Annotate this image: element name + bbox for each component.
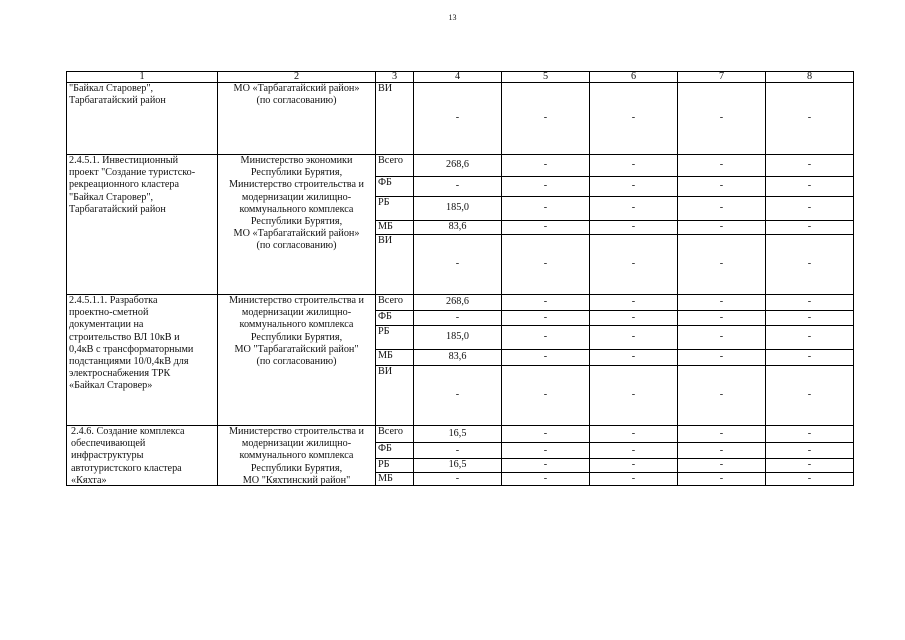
funding-source: ФБ bbox=[376, 177, 414, 197]
funding-value: - bbox=[502, 235, 590, 295]
funding-value: - bbox=[502, 295, 590, 311]
col-header: 7 bbox=[678, 72, 766, 83]
funding-source: Всего bbox=[376, 295, 414, 311]
header-row bbox=[67, 72, 854, 83]
funding-value: - bbox=[678, 443, 766, 459]
funding-value: - bbox=[590, 326, 678, 350]
funding-value: 185,0 bbox=[414, 197, 502, 221]
funding-value: - bbox=[502, 472, 590, 485]
responsible-executor bbox=[218, 426, 376, 486]
funding-value: - bbox=[766, 366, 854, 426]
col-header: 6 bbox=[590, 72, 678, 83]
funding-value: - bbox=[766, 177, 854, 197]
funding-value: - bbox=[678, 83, 766, 155]
funding-value: - bbox=[502, 459, 590, 472]
funding-value: 83,6 bbox=[414, 350, 502, 366]
funding-value: - bbox=[590, 83, 678, 155]
activity-description bbox=[67, 426, 218, 486]
col-header: 3 bbox=[376, 72, 414, 83]
funding-source: ВИ bbox=[376, 235, 414, 295]
responsible-executor: Министерство строительства и модернизации жилищно- коммунального комплекса Республики Бурятия, МО "Тарбагатайский район" (по согласованию) bbox=[218, 295, 376, 426]
funding-value: - bbox=[414, 83, 502, 155]
funding-value: 185,0 bbox=[414, 326, 502, 350]
funding-source: РБ bbox=[376, 197, 414, 221]
funding-value: - bbox=[502, 221, 590, 235]
funding-value: - bbox=[414, 177, 502, 197]
funding-source: Всего bbox=[376, 426, 414, 443]
funding-value: - bbox=[590, 197, 678, 221]
col-header: 8 bbox=[766, 72, 854, 83]
funding-value: 16,5 bbox=[414, 459, 502, 472]
funding-source: ВИ bbox=[376, 366, 414, 426]
funding-value: - bbox=[590, 459, 678, 472]
table-row bbox=[67, 83, 854, 155]
funding-value: - bbox=[678, 155, 766, 177]
funding-value: - bbox=[766, 326, 854, 350]
funding-table bbox=[66, 71, 854, 486]
funding-value: 268,6 bbox=[414, 295, 502, 311]
funding-value: - bbox=[590, 177, 678, 197]
funding-value: 268,6 bbox=[414, 155, 502, 177]
page-number: 13 bbox=[448, 13, 457, 22]
funding-source: РБ bbox=[376, 459, 414, 472]
funding-value: - bbox=[590, 426, 678, 443]
funding-value: - bbox=[502, 326, 590, 350]
funding-value: - bbox=[678, 426, 766, 443]
funding-value: - bbox=[502, 443, 590, 459]
funding-value: - bbox=[678, 221, 766, 235]
funding-value: - bbox=[502, 426, 590, 443]
funding-value: - bbox=[766, 295, 854, 311]
funding-source: РБ bbox=[376, 326, 414, 350]
funding-value: - bbox=[678, 197, 766, 221]
col-header: 1 bbox=[67, 72, 218, 83]
funding-source: ВИ bbox=[376, 83, 414, 155]
funding-value: - bbox=[502, 83, 590, 155]
funding-value: - bbox=[678, 459, 766, 472]
responsible-executor-text: Министерство строительства и модернизации жилищно- коммунального комплекса Республики Бурятия, МО "Кяхтинский район" bbox=[229, 426, 364, 485]
funding-value: - bbox=[590, 221, 678, 235]
funding-source: МБ bbox=[376, 350, 414, 366]
funding-value: - bbox=[590, 235, 678, 295]
funding-value: - bbox=[502, 197, 590, 221]
funding-value: - bbox=[590, 311, 678, 326]
responsible-executor: МО «Тарбагатайский район» (по согласованию) bbox=[218, 83, 376, 155]
funding-source: МБ bbox=[376, 221, 414, 235]
funding-value: - bbox=[766, 443, 854, 459]
funding-value: - bbox=[502, 366, 590, 426]
activity-description-text: 2.4.6. Создание комплекса обеспечивающей инфраструктуры автотуристского кластера «Кяхта» bbox=[71, 426, 185, 485]
funding-source: ФБ bbox=[376, 311, 414, 326]
funding-value: - bbox=[766, 197, 854, 221]
funding-value: - bbox=[678, 295, 766, 311]
funding-value: - bbox=[766, 350, 854, 366]
funding-value: - bbox=[590, 443, 678, 459]
funding-value: - bbox=[766, 459, 854, 472]
funding-value: - bbox=[678, 235, 766, 295]
activity-description: 2.4.5.1.1. Разработка проектно-сметной документации на строительство ВЛ 10кВ и 0,4кВ с трансформаторными подстанциями 10/0,4кВ для электроснабжения ТРК «Байкал Старовер» bbox=[67, 295, 218, 426]
funding-value: - bbox=[766, 472, 854, 485]
funding-value: - bbox=[766, 155, 854, 177]
funding-value: - bbox=[502, 177, 590, 197]
funding-value: - bbox=[678, 311, 766, 326]
funding-value: - bbox=[590, 155, 678, 177]
funding-value: - bbox=[590, 472, 678, 485]
col-header: 2 bbox=[218, 72, 376, 83]
funding-value: - bbox=[678, 472, 766, 485]
funding-value: - bbox=[414, 235, 502, 295]
funding-value: - bbox=[678, 350, 766, 366]
funding-value: - bbox=[502, 155, 590, 177]
funding-value: - bbox=[766, 235, 854, 295]
table-row bbox=[67, 155, 854, 177]
col-header: 5 bbox=[502, 72, 590, 83]
funding-value: - bbox=[766, 221, 854, 235]
funding-value: - bbox=[502, 311, 590, 326]
activity-description: "Байкал Старовер", Тарбагатайский район bbox=[67, 83, 218, 155]
funding-value: - bbox=[766, 426, 854, 443]
funding-source: ФБ bbox=[376, 443, 414, 459]
funding-value: - bbox=[590, 350, 678, 366]
funding-value: - bbox=[678, 326, 766, 350]
table-row bbox=[67, 295, 854, 311]
funding-value: - bbox=[414, 443, 502, 459]
table-row bbox=[67, 426, 854, 443]
funding-value: 83,6 bbox=[414, 221, 502, 235]
funding-value: - bbox=[678, 177, 766, 197]
funding-value: - bbox=[766, 311, 854, 326]
col-header: 4 bbox=[414, 72, 502, 83]
funding-value: - bbox=[678, 366, 766, 426]
funding-source: Всего bbox=[376, 155, 414, 177]
funding-value: - bbox=[414, 472, 502, 485]
activity-description: 2.4.5.1. Инвестиционный проект "Создание туристско- рекреационного кластера "Байкал Старовер", Тарбагатайский район bbox=[67, 155, 218, 295]
funding-value: - bbox=[414, 366, 502, 426]
funding-value: - bbox=[766, 83, 854, 155]
funding-value: - bbox=[414, 311, 502, 326]
funding-value: - bbox=[590, 295, 678, 311]
funding-value: 16,5 bbox=[414, 426, 502, 443]
funding-value: - bbox=[502, 350, 590, 366]
funding-value: - bbox=[590, 366, 678, 426]
funding-source: МБ bbox=[376, 472, 414, 485]
responsible-executor: Министерство экономики Республики Бурятия, Министерство строительства и модернизации жилищно- коммунального комплекса Республики Бурятия, МО «Тарбагатайский район» (по согласованию) bbox=[218, 155, 376, 295]
